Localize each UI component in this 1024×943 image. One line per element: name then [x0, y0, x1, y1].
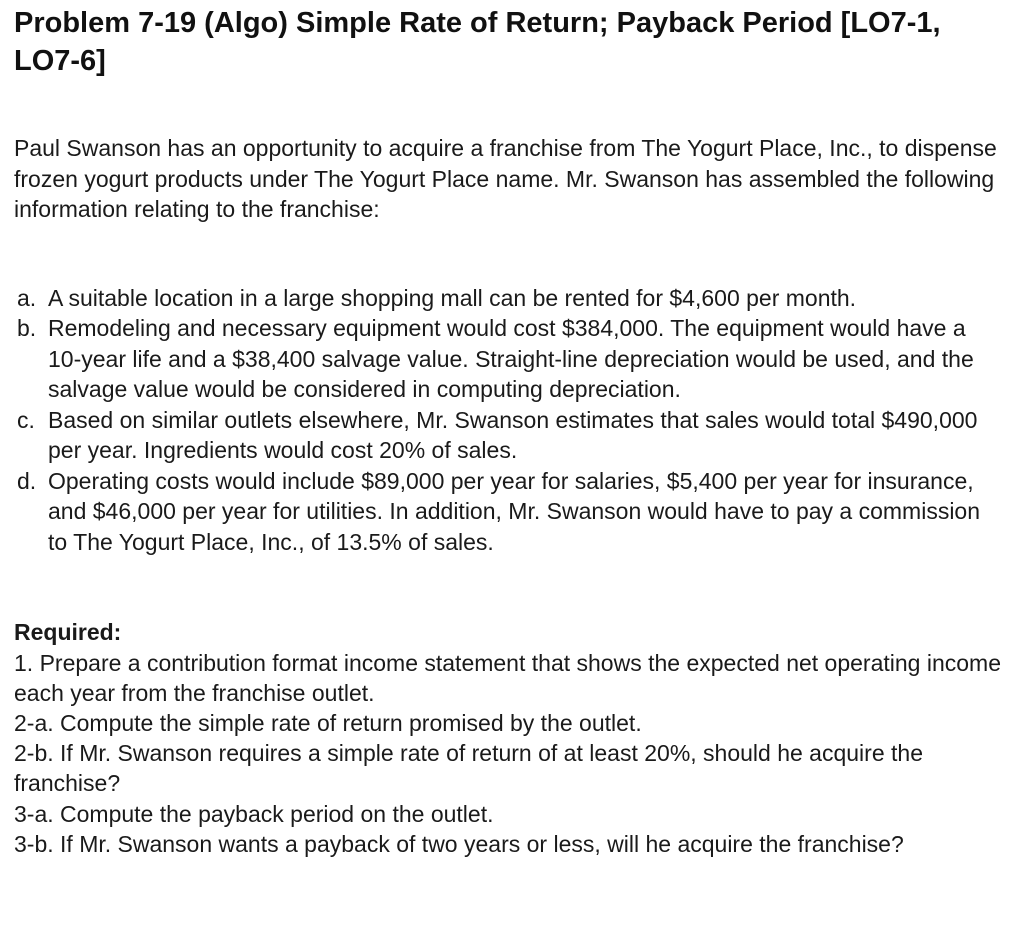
requirement-1: 1. Prepare a contribution format income statement that shows the expected net operating income each year from the franchise outlet.	[14, 649, 1002, 706]
fact-item-a	[14, 283, 1004, 314]
intro-paragraph: Paul Swanson has an opportunity to acquire a franchise from The Yogurt Place, Inc., to dispense frozen yogurt products under The Yogurt Place name. Mr. Swanson has assembled the following information relating to the franchise:	[14, 135, 997, 222]
facts-list	[14, 283, 1004, 558]
problem-title: Problem 7-19 (Algo) Simple Rate of Return; Payback Period [LO7-1, LO7-6]	[14, 7, 941, 77]
requirement-3b: 3-b. If Mr. Swanson wants a payback of two years or less, will he acquire the franchise?	[14, 830, 904, 857]
fact-marker: b.	[17, 315, 37, 341]
requirement-2b: 2-b. If Mr. Swanson requires a simple rate of return of at least 20%, should he acquire the franchise?	[14, 740, 923, 797]
required-heading: Required:	[14, 619, 122, 645]
requirement-2a: 2-a. Compute the simple rate of return promised by the outlet.	[14, 709, 642, 736]
fact-text: Remodeling and necessary equipment would cost $384,000. The equipment would have a 10-year life and a $38,400 salvage value. Straight-line depreciation would be used, and the salvage value would be considered in computing depreciation.	[48, 315, 974, 402]
fact-text: A suitable location in a large shopping mall can be rented for $4,600 per month.	[48, 284, 857, 311]
fact-marker: c.	[17, 406, 35, 433]
fact-item-d	[14, 466, 1004, 558]
fact-item-b	[14, 313, 1004, 405]
fact-text: Operating costs would include $89,000 per year for salaries, $5,400 per year for insurance, and $46,000 per year for utilities. In addition, Mr. Swanson would have to pay a commission to The Yogurt Place, Inc., of 13.5% of sales.	[48, 467, 981, 555]
fact-text: Based on similar outlets elsewhere, Mr. Swanson estimates that sales would total $490,000 per year. Ingredients would cost 20% of sales.	[48, 406, 978, 463]
fact-marker: d.	[17, 467, 37, 494]
fact-item-c	[14, 405, 1004, 466]
fact-marker: a.	[17, 284, 37, 311]
requirement-3a: 3-a. Compute the payback period on the outlet.	[14, 800, 494, 827]
requirements-list	[14, 648, 1004, 859]
